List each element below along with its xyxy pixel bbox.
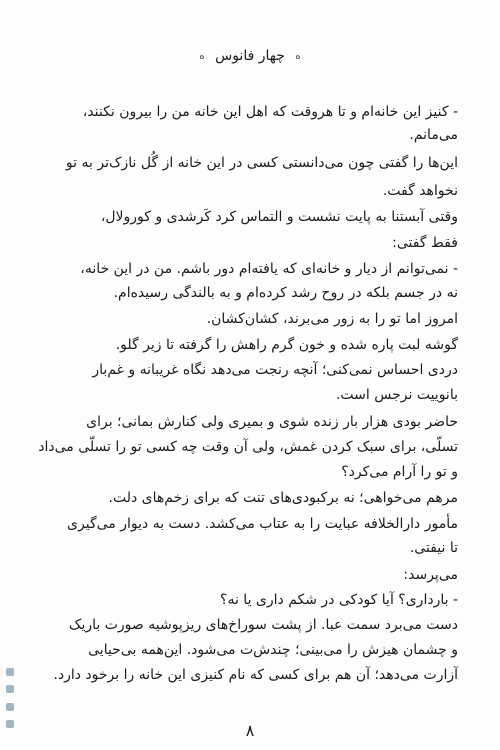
running-header bbox=[0, 48, 500, 64]
header-ornament-left: ه bbox=[199, 50, 205, 62]
text-line: حاضر بودی هزار بار زنده شوی و بمیری ولی کنارش بمانی؛ برای bbox=[86, 414, 458, 430]
text-line: تا نیفتی. bbox=[409, 540, 458, 556]
text-line: این‌ها را گفتی چون می‌دانستی کسی در این خانه از گُل نازک‌تر به تو bbox=[65, 155, 458, 171]
text-line: و چشمان هیزش را می‌بینی؛ چندش‌ت می‌شود. این‌همه بی‌حیایی bbox=[88, 642, 458, 658]
text-line: نخواهد گفت. bbox=[382, 183, 458, 199]
text-line: - بارداری؟ آیا کودکی در شکم داری یا نه؟ bbox=[220, 592, 458, 608]
text-line: می‌مانم. bbox=[409, 127, 458, 143]
watermark-logo bbox=[4, 668, 16, 728]
page-number: ۸ bbox=[245, 721, 255, 740]
text-line: فقط گفتی: bbox=[392, 235, 458, 251]
text-line: مأمور دارالخلافه عبایت را به عتاب می‌کشد. دست به دیوار می‌گیری bbox=[67, 516, 458, 532]
text-line: گوشه لبت پاره شده و خون گرم راهش را گرفته تا زیر گلو. bbox=[115, 337, 458, 353]
text-line: دست می‌برد سمت عبا. از پشت سوراخ‌های ریزپوشیه صورت باریک bbox=[68, 617, 458, 633]
text-line: - نمی‌توانم از دیار و خانه‌ای که یافته‌ام دور باشم. من در این خانه، bbox=[80, 261, 458, 277]
header-ornament-right: ه bbox=[295, 50, 301, 62]
text-line: آزارت می‌دهد؛ آن هم برای کسی که نام کنیزی این خانه را برخود دارد. bbox=[53, 667, 458, 683]
text-line: وقتی آبستنا به پایت نشست و التماس کرد کَرشدی و کورولال، bbox=[100, 209, 458, 225]
text-line: دردی احساس نمی‌کنی؛ آنچه رنجت می‌دهد نگاه غریبانه و غم‌بار bbox=[92, 362, 458, 378]
text-line: بانوییت نرجس است. bbox=[335, 387, 458, 403]
text-line: نه در جسم بلکه در روح رشد کرده‌ام و به بالندگی رسیده‌ام. bbox=[113, 285, 458, 301]
text-line: و تو را آرام می‌کرد؟ bbox=[341, 464, 458, 480]
text-line: - کنیز این خانه‌ام و تا هروقت که اهل این خانه من را بیرون نکنند، bbox=[82, 104, 458, 120]
text-line: می‌پرسد: bbox=[403, 567, 458, 583]
header-title: چهار فانوس bbox=[215, 48, 285, 64]
text-line: تسلّی، برای سبک کردن غمش، ولی آن وقت چه کسی تو را تسلّی می‌داد bbox=[38, 439, 458, 455]
text-line: مرهم می‌خواهی؛ نه برکبودی‌های تنت که برای زخم‌های دلت. bbox=[108, 490, 458, 506]
text-line: امروز اما تو را به زور می‌برند، کشان‌کشان. bbox=[206, 311, 458, 327]
